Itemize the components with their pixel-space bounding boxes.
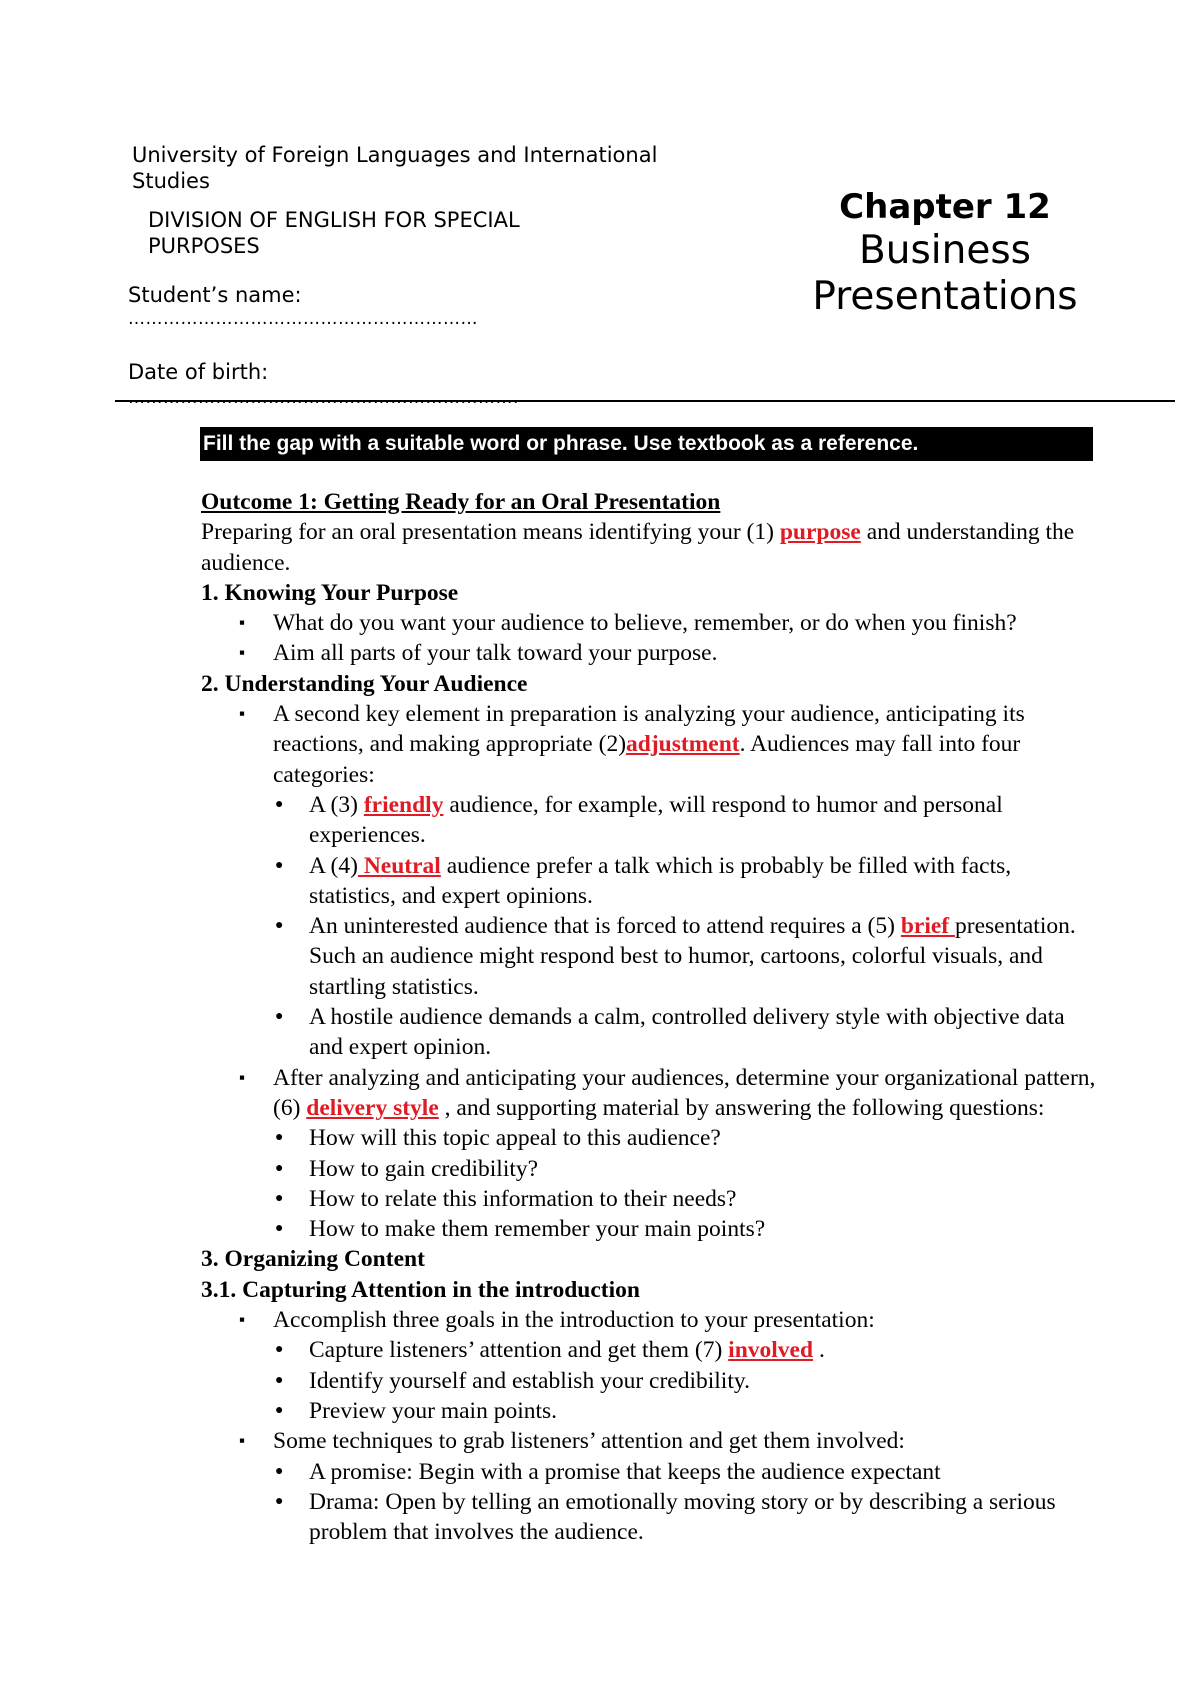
student-name-field: …………………………………………………… [128,309,478,329]
list-item [201,1063,1101,1124]
text: An uninterested audience that is forced to attend requires a (5) [309,913,901,940]
list-item [201,790,1101,851]
list-item: ● How to relate this information to their needs? [201,1184,1101,1214]
outcome-intro [201,517,1101,578]
list-item: ● How to gain credibility? [201,1154,1101,1184]
dob-label: Date of birth: [128,360,269,384]
text: presentation. Such an audience might respond best to humor, cartoons, colorful visuals, and startling statistics. [309,913,1076,1000]
text: Capture listeners’ attention and get them (7) [309,1337,729,1364]
list-item [201,1335,1101,1365]
section-3-1-list [201,1305,1101,1547]
student-name-label: Student’s name: [128,283,302,307]
list-item: ● How will this topic appeal to this audience? [201,1123,1101,1153]
list-item: ● Identify yourself and establish your credibility. [201,1366,1101,1396]
answer-6: delivery style [306,1094,439,1121]
list-item [201,851,1101,912]
answer-2: adjustment [626,731,740,758]
text: Preparing for an oral presentation means identifying your (1) [201,519,780,546]
list-item: ▪ Accomplish three goals in the introduction to your presentation: [201,1305,1101,1335]
list-item: ● Preview your main points. [201,1396,1101,1426]
header-divider [115,400,1175,402]
dob-field: …………………………………………………………. [128,388,519,408]
list-item [201,911,1101,1002]
section-1-list [201,608,1101,669]
instruction-banner: Fill the gap with a suitable word or phrase. Use textbook as a reference. [200,427,1093,461]
list-item [201,699,1101,790]
text: audience prefer a talk which is probably be filled with facts, statistics, and expert opinions. [309,852,1012,909]
chapter-block [790,186,1100,320]
university-name: University of Foreign Languages and International Studies [132,143,658,193]
section-1-title: 1. Knowing Your Purpose [201,579,459,606]
text: and understanding the audience. [201,519,1075,576]
list-item: ● A promise: Begin with a promise that keeps the audience expectant [201,1457,1101,1487]
list-item: ● Drama: Open by telling an emotionally moving story or by describing a serious problem that involves the audience. [201,1487,1101,1548]
answer-4: Neutral [357,852,441,879]
answer-7: involved [728,1337,814,1364]
list-item: ● How to make them remember your main points? [201,1214,1101,1244]
text: A (4) [309,852,358,879]
list-item: ● A hostile audience demands a calm, controlled delivery style with objective data and expert opinion. [201,1002,1101,1063]
answer-1: purpose [779,519,861,546]
answer-5: brief [900,913,956,940]
division-name: DIVISION OF ENGLISH FOR SPECIAL PURPOSES [148,208,520,258]
section-3-title: 3. Organizing Content [201,1246,425,1273]
text: A (3) [309,791,364,818]
text: . [813,1337,825,1364]
text: , and supporting material by answering the following questions: [438,1094,1045,1121]
section-2-title: 2. Understanding Your Audience [201,670,528,697]
chapter-title-line2: Presentations [812,274,1078,319]
text: audience, for example, will respond to humor and personal experiences. [309,791,1003,849]
text: After analyzing and anticipating your audiences, determine your organizational pattern, (6) [273,1064,1096,1121]
list-item: ▪ Some techniques to grab listeners’ attention and get them involved: [201,1426,1101,1456]
answer-3: friendly [363,791,444,818]
document-header [0,0,1200,410]
list-item: ▪ What do you want your audience to believe, remember, or do when you finish? [201,608,1101,638]
list-item: ▪ Aim all parts of your talk toward your purpose. [201,638,1101,668]
text: A second key element in preparation is analyzing your audience, anticipating its reactions, and making appropriate (2) [273,701,1025,758]
chapter-title-line1: Business [859,228,1031,273]
outcome-title: Outcome 1: Getting Ready for an Oral Presentation [201,489,721,515]
text: . Audiences may fall into four categories: [273,731,1021,788]
worksheet-body [201,487,1101,1547]
section-2-list [201,699,1101,1244]
chapter-number: Chapter 12 [839,187,1051,227]
section-3-1-title: 3.1. Capturing Attention in the introduction [201,1276,640,1303]
